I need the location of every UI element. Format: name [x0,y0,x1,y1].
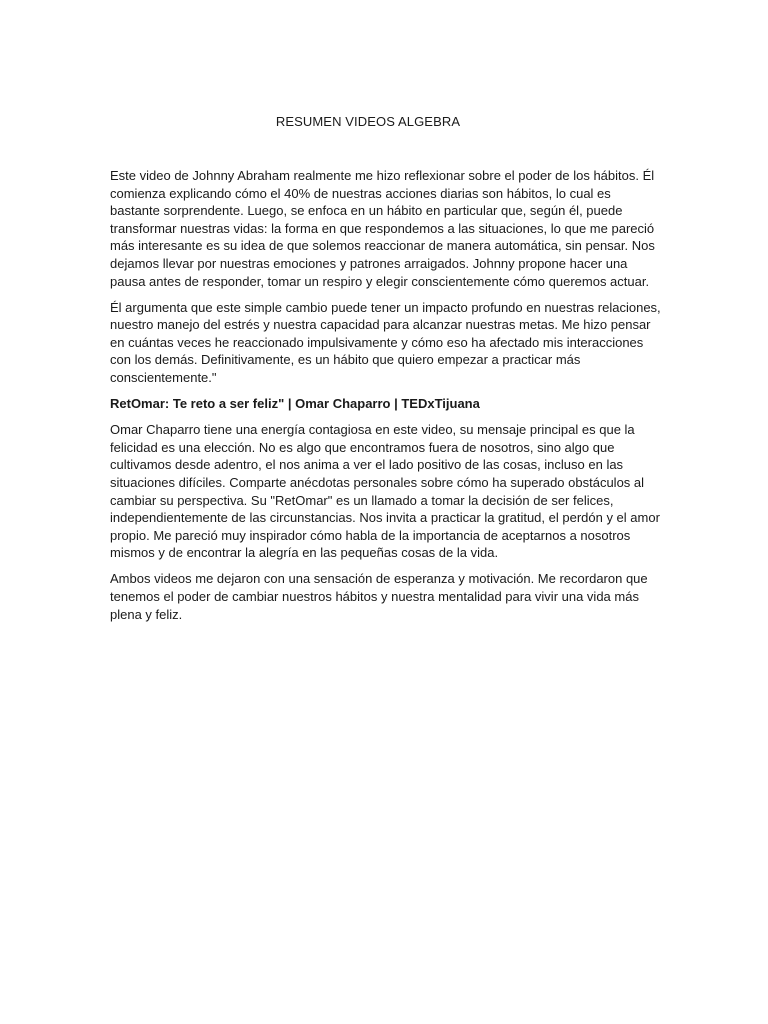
document-title: RESUMEN VIDEOS ALGEBRA [275,114,461,129]
paragraph-omar-chaparro-summary: Omar Chaparro tiene una energía contagiosa en este video, su mensaje principal es que la felicidad es una elección. No es algo que encontramos fuera de nosotros, sino algo que cultivamos desde adentro, el nos anima a ver el lado positivo de las cosas, incluso en las situaciones difíciles. Comparte anécdotas personales sobre cómo ha superado obstáculos al cambiar su perspectiva. Su "RetOmar" es un llamado a tomar la decisión de ser felices, independientemente de las circunstancias. Nos invita a practicar la gratitud, el perdón y el amor propio. Me pareció muy inspirador cómo habla de la importancia de aceptarnos a nosotros mismos y de encontrar la alegría en las pequeñas cosas de la vida. [110,422,660,561]
paragraph-conclusion: Ambos videos me dejaron con una sensación de esperanza y motivación. Me recordaron que tenemos el poder de cambiar nuestros hábitos y nuestra mentalidad para vivir una vida más plena y feliz. [110,571,648,622]
document-body [110,167,662,632]
paragraph-johnny-abraham-reflection: Él argumenta que este simple cambio puede tener un impacto profundo en nuestras relaciones, nuestro manejo del estrés y nuestra capacidad para alcanzar nuestras metas. Me hizo pensar en cuántas veces he reaccionado impulsivamente y cómo eso ha afectado mis interacciones con los demás. Definitivamente, es un hábito que quiero empezar a practicar más conscientemente." [110,299,661,386]
video-heading-retomar: RetOmar: Te reto a ser feliz" | Omar Chaparro | TEDxTijuana [110,396,480,412]
paragraph-johnny-abraham-summary: Este video de Johnny Abraham realmente me hizo reflexionar sobre el poder de los hábitos. Él comienza explicando cómo el 40% de nuestras acciones diarias son hábitos, lo cual es bastante sorprendente. Luego, se enfoca en un hábito en particular que, según él, puede transformar nuestras vidas: la forma en que respondemos a las situaciones, lo que me pareció más interesante es su idea de que solemos reaccionar de manera automática, sin pensar. Nos dejamos llevar por nuestras emociones y patrones arraigados. Johnny propone hacer una pausa antes de responder, tomar un respiro y elegir conscientemente cómo queremos actuar. [110,168,655,289]
